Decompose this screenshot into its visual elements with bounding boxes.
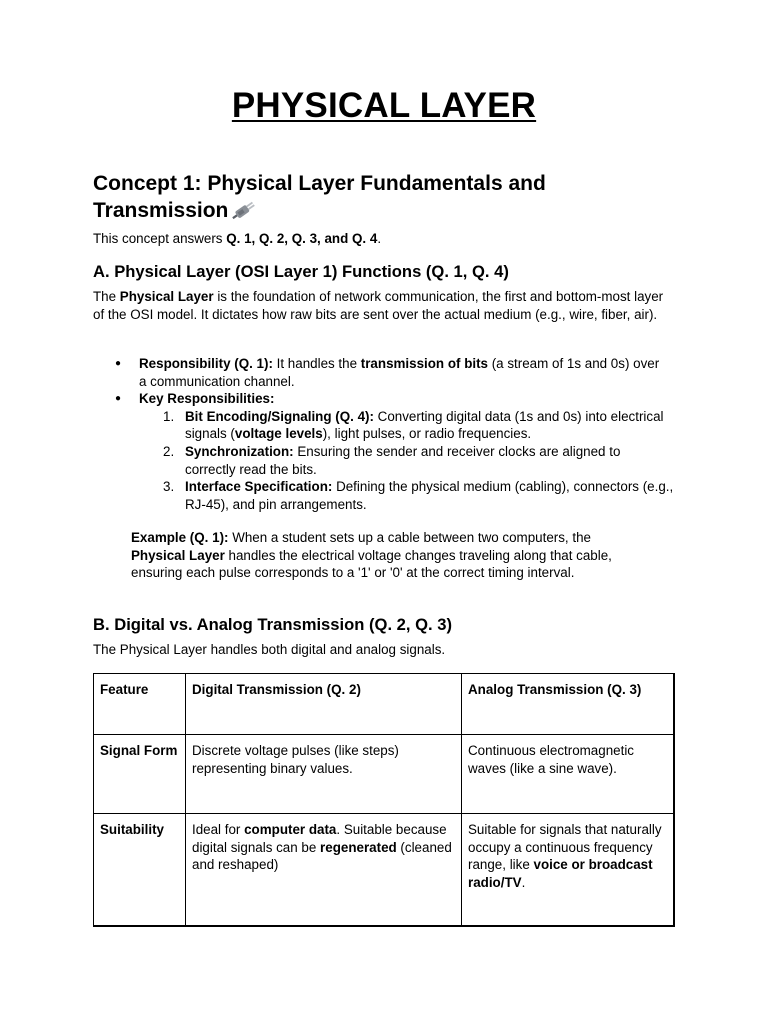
cell-text: . Suitable because digital signals can be: [192, 822, 447, 855]
item-number: 2.: [163, 443, 175, 459]
item-bold: voltage levels: [234, 426, 323, 442]
bullet-label: Responsibility (Q. 1):: [139, 356, 273, 371]
list-item: [93, 390, 675, 513]
bullet-text-rest: (a stream of 1s and 0s) over a communication channel.: [139, 356, 660, 389]
table-cell: [94, 735, 186, 814]
table-cell: Continuous electromagnetic waves (like a sine wave).: [462, 735, 675, 814]
cell-text: (cleaned and reshaped): [192, 839, 452, 873]
concept-heading-text: Concept 1: Physical Layer Fundamentals and Transmission: [93, 172, 546, 222]
numbered-item: [93, 443, 675, 478]
section-b-intro: The Physical Layer handles both digital and analog signals.: [93, 642, 446, 657]
section-a-heading: A. Physical Layer (OSI Layer 1) Functions (Q. 1, Q. 4): [93, 262, 509, 281]
item-text-rest: ), light pulses, or radio frequencies.: [322, 426, 532, 442]
responsibility-list: [93, 355, 675, 513]
answers-suffix: .: [377, 231, 382, 246]
item-label: Synchronization:: [185, 443, 294, 459]
item-text: Converting digital data (1s and 0s) into electrical signals (: [185, 408, 664, 442]
table-header-cell: [94, 674, 186, 735]
table-cell: [462, 814, 675, 926]
cell-text: Suitable for signals that naturally occupy a continuous frequency range, like: [468, 822, 662, 873]
answers-prefix: This concept answers: [93, 231, 227, 246]
concept-answers: [93, 230, 381, 248]
cell-bold: computer data: [244, 822, 337, 837]
table-header-cell: [462, 674, 675, 735]
item-text: Defining the physical medium (cabling), connectors (e.g., RJ-45), and pin arrangements.: [185, 479, 674, 512]
example-paragraph: [131, 529, 623, 582]
row-feature: Suitability: [100, 822, 164, 837]
table-cell: Discrete voltage pulses (like steps) representing binary values.: [186, 735, 462, 814]
table-header-cell: [186, 674, 462, 735]
header-analog: Analog Transmission (Q. 3): [468, 682, 642, 697]
bullet-label: Key Responsibilities:: [139, 391, 275, 407]
bullet-text: It handles the: [272, 356, 361, 371]
cell-bold: regenerated: [320, 839, 397, 855]
answers-questions: Q. 1, Q. 2, Q. 3, and Q. 4: [226, 231, 378, 246]
cell-bold: voice or broadcast radio/TV: [468, 857, 653, 890]
numbered-item: [93, 408, 675, 443]
table-row: [94, 735, 675, 814]
table-cell: [94, 814, 186, 926]
item-label: Interface Specification:: [185, 479, 333, 495]
table-row: [94, 814, 675, 926]
key-responsibilities-list: [93, 408, 675, 514]
item-label: Bit Encoding/Signaling (Q. 4):: [185, 408, 374, 424]
comparison-table: [93, 673, 675, 927]
concept-heading: [93, 170, 613, 227]
item-number: 1.: [163, 408, 175, 424]
list-item: [93, 355, 675, 390]
table-header-row: [94, 674, 675, 735]
section-a-intro: [93, 288, 668, 323]
example-text: When a student sets up a cable between two computers, the: [228, 530, 591, 545]
example-text-rest: handles the electrical voltage changes traveling along that cable, ensuring each pulse corresponds to a '1' or '0' at the correct timing interval.: [131, 547, 612, 581]
electric-plug-icon: [232, 198, 260, 227]
section-b-heading: B. Digital vs. Analog Transmission (Q. 2, Q. 3): [93, 615, 452, 634]
row-feature: Signal Form: [100, 743, 178, 758]
page-title: PHYSICAL LAYER: [231, 86, 537, 125]
header-digital: Digital Transmission (Q. 2): [192, 682, 361, 697]
intro-bold: Physical Layer: [119, 289, 214, 304]
cell-text: .: [521, 874, 526, 890]
numbered-item: [93, 478, 675, 513]
example-label: Example (Q. 1):: [131, 530, 229, 545]
intro-text: The: [93, 289, 120, 304]
table-cell: [186, 814, 462, 926]
intro-text-rest: is the foundation of network communication, the first and bottom-most layer of the OSI model. It dictates how raw bits are sent over the actual medium (e.g., wire, fiber, air).: [93, 289, 664, 322]
bullet-bold: transmission of bits: [360, 356, 488, 371]
header-feature: Feature: [100, 682, 149, 697]
item-number: 3.: [163, 479, 175, 495]
cell-text: Ideal for: [192, 822, 245, 837]
example-bold: Physical Layer: [131, 547, 225, 563]
item-text: Ensuring the sender and receiver clocks are aligned to correctly read the bits.: [185, 443, 621, 477]
